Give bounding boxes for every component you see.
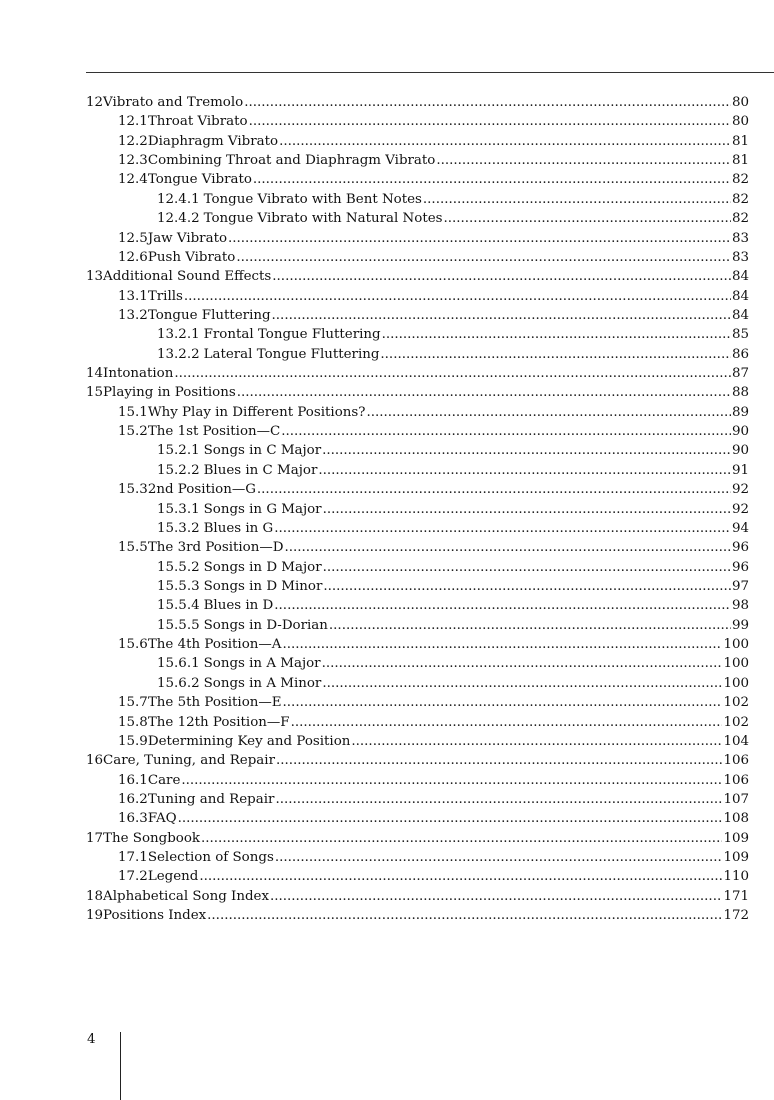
toc-entry-page: 83 [731,249,749,265]
toc-entry-title: Frontal Tongue Fluttering [203,327,381,343]
toc-entry-number: 19 [86,908,104,924]
toc-entry-number: 12.4.1 [157,191,200,207]
toc-entry[interactable] [86,190,749,209]
toc-entry-page: 106 [723,753,749,769]
toc-entry-number: 15.3.2 [157,520,200,536]
toc-entry-number: 14 [86,366,104,382]
toc-entry-title: Why Play in Different Positions? [147,404,366,420]
dot-leader [237,383,731,402]
toc-entry-title: Jaw Vibrato [147,230,228,246]
toc-entry-title: The 3rd Position—D [147,540,284,556]
toc-entry-number: 15.5.5 [157,617,200,633]
toc-entry-title: Songs in G Major [203,501,322,517]
toc-entry[interactable] [86,732,749,751]
toc-entry-page: 109 [723,850,749,866]
toc-entry-number: 12.6 [118,249,148,265]
toc-entry-title: Selection of Songs [147,850,274,866]
toc-entry[interactable] [86,383,749,402]
toc-entry-title: 2nd Position—G [147,482,256,498]
toc-entry[interactable] [86,906,749,925]
dot-leader [382,325,731,344]
toc-entry-page: 171 [723,888,749,904]
toc-entry-number: 15.5.2 [157,559,200,575]
toc-entry-number: 12.3 [118,153,148,169]
dot-leader [323,500,731,519]
toc-entry[interactable] [86,287,749,306]
toc-entry-title: Tongue Vibrato with Natural Notes [203,211,443,227]
toc-entry-page: 107 [723,791,749,807]
toc-entry-page: 96 [731,559,749,575]
toc-entry[interactable] [86,170,749,189]
toc-entry-page: 100 [723,675,749,691]
toc-entry[interactable] [86,809,749,828]
toc-entry-title: Tuning and Repair [147,791,275,807]
toc-entry[interactable] [86,480,749,499]
toc-entry-page: 82 [731,211,749,227]
toc-entry-page: 82 [731,191,749,207]
toc-entry-page: 88 [731,385,749,401]
dot-leader [366,403,731,422]
toc-entry-number: 13.1 [118,288,148,304]
toc-entry-page: 97 [731,578,749,594]
toc-entry-number: 15.8 [118,714,148,730]
toc-entry[interactable] [86,132,749,151]
toc-entry-title: Care, Tuning, and Repair [103,753,275,769]
toc-entry-title: Determining Key and Position [147,733,351,749]
toc-entry-number: 15.6.1 [157,656,200,672]
toc-entry-number: 13.2 [118,307,148,323]
toc-entry-page: 100 [723,637,749,653]
toc-entry-page: 92 [731,501,749,517]
toc-entry-page: 109 [723,830,749,846]
toc-entry-page: 108 [723,811,749,827]
toc-entry-page: 90 [731,424,749,440]
toc-entry-title: Blues in G [203,520,274,536]
toc-entry-number: 15.5 [118,540,148,556]
toc-entry-page: 91 [731,462,749,478]
dot-leader [181,771,722,790]
toc-entry-number: 12.5 [118,230,148,246]
dot-leader [322,674,722,693]
toc-entry-page: 102 [723,695,749,711]
toc-entry-title: The 1st Position—C [147,424,281,440]
toc-entry[interactable] [86,887,749,906]
toc-entry[interactable] [86,693,749,712]
toc-entry-number: 15.6.2 [157,675,200,691]
toc-entry-title: Tongue Vibrato [147,172,252,188]
toc-entry-page: 104 [723,733,749,749]
dot-leader [281,422,731,441]
dot-leader [423,190,731,209]
toc-entry[interactable] [86,229,749,248]
toc-entry-page: 83 [731,230,749,246]
toc-entry-number: 15.6 [118,637,148,653]
toc-entry[interactable] [86,209,749,228]
toc-entry-number: 15.5.3 [157,578,200,594]
dot-leader [184,287,731,306]
dot-leader [318,461,731,480]
toc-entry-title: Songs in D Major [203,559,322,575]
toc-entry-number: 12 [86,95,104,110]
toc-entry[interactable] [86,403,749,422]
toc-entry-page: 99 [731,617,749,633]
toc-entry-title: Throat Vibrato [147,114,248,130]
toc-entry-number: 16.2 [118,791,148,807]
toc-entry-title: Additional Sound Effects [103,269,272,285]
dot-leader [274,596,731,615]
toc-entry-title: The 5th Position—E [147,695,282,711]
toc-entry-title: Songs in A Major [203,656,321,672]
dot-leader [436,151,731,170]
toc-entry-number: 13.2.1 [157,327,200,343]
dot-leader [199,867,722,886]
toc-entry-page: 80 [731,95,749,110]
toc-entry-number: 12.4 [118,172,148,188]
toc-entry-number: 15.5.4 [157,598,200,614]
toc-entry-number: 15.2.1 [157,443,200,459]
dot-leader [253,170,731,189]
toc-entry[interactable] [86,248,749,267]
footer-rule [120,1032,121,1100]
toc-entry[interactable] [86,306,749,325]
dot-leader [279,132,731,151]
toc-entry[interactable] [86,616,749,635]
toc-entry-number: 15 [86,385,104,401]
toc-entry-page: 92 [731,482,749,498]
dot-leader [272,306,731,325]
dot-leader [323,558,731,577]
toc-entry-number: 15.7 [118,695,148,711]
toc-entry-page: 106 [723,772,749,788]
table-of-contents [86,93,749,925]
toc-entry-page: 102 [723,714,749,730]
dot-leader [322,441,731,460]
dot-leader [174,364,731,383]
dot-leader [323,577,731,596]
dot-leader [236,248,731,267]
toc-entry-page: 98 [731,598,749,614]
toc-entry[interactable] [86,829,749,848]
toc-entry[interactable] [86,635,749,654]
toc-entry[interactable] [86,596,749,615]
dot-leader [322,654,723,673]
toc-entry-number: 13.2.2 [157,346,200,362]
toc-entry[interactable] [86,654,749,673]
toc-entry-page: 89 [731,404,749,420]
toc-entry-page: 86 [731,346,749,362]
toc-entry-title: Blues in C Major [203,462,318,478]
toc-entry[interactable] [86,558,749,577]
toc-entry-page: 110 [723,869,749,885]
toc-entry-title: Songs in A Minor [203,675,322,691]
dot-leader [270,887,722,906]
toc-entry-page: 84 [731,269,749,285]
dot-leader [291,713,723,732]
dot-leader [274,519,731,538]
toc-entry[interactable] [86,422,749,441]
dot-leader [257,480,731,499]
toc-entry[interactable] [86,867,749,886]
toc-entry-number: 16.1 [118,772,148,788]
toc-entry-title: Combining Throat and Diaphragm Vibrato [147,153,436,169]
toc-entry-number: 17 [86,830,104,846]
toc-entry-page: 100 [723,656,749,672]
toc-entry-number: 17.2 [118,869,148,885]
toc-entry[interactable] [86,267,749,286]
toc-entry-title: Intonation [103,366,174,382]
toc-entry-title: The Songbook [103,830,201,846]
toc-entry-title: Positions Index [103,908,207,924]
toc-entry-title: Vibrato and Tremolo [103,95,244,110]
toc-entry-page: 80 [731,114,749,130]
dot-leader [351,732,722,751]
toc-entry-title: Tongue Vibrato with Bent Notes [203,191,422,207]
toc-entry[interactable] [86,441,749,460]
dot-leader [282,635,722,654]
toc-entry-page: 172 [723,908,749,924]
toc-entry-number: 12.1 [118,114,148,130]
toc-entry[interactable] [86,500,749,519]
toc-entry-title: Care [147,772,181,788]
toc-entry-title: The 12th Position—F [147,714,290,730]
toc-entry-page: 85 [731,327,749,343]
dot-leader [380,345,731,364]
toc-entry-number: 16 [86,753,104,769]
toc-entry-title: Tongue Fluttering [147,307,271,323]
toc-entry-page: 81 [731,133,749,149]
header-rule [86,72,774,73]
toc-entry-number: 12.2 [118,133,148,149]
toc-entry-title: Push Vibrato [147,249,236,265]
dot-leader [444,209,731,228]
toc-entry-page: 96 [731,540,749,556]
toc-entry[interactable] [86,790,749,809]
toc-entry-number: 15.9 [118,733,148,749]
toc-entry-title: Lateral Tongue Fluttering [203,346,380,362]
dot-leader [283,693,723,712]
toc-entry-number: 15.3 [118,482,148,498]
toc-entry-title: Songs in D-Dorian [203,617,328,633]
dot-leader [228,229,731,248]
toc-entry[interactable] [86,151,749,170]
dot-leader [275,848,723,867]
toc-entry-page: 84 [731,288,749,304]
toc-entry-title: Trills [147,288,183,304]
toc-entry-number: 17.1 [118,850,148,866]
dot-leader [276,751,722,770]
dot-leader [201,829,722,848]
toc-entry[interactable] [86,345,749,364]
toc-entry[interactable] [86,577,749,596]
toc-entry-title: Playing in Positions [103,385,236,401]
toc-entry-number: 15.2 [118,424,148,440]
dot-leader [284,538,730,557]
toc-entry-page: 82 [731,172,749,188]
toc-entry-page: 84 [731,307,749,323]
toc-entry-page: 81 [731,153,749,169]
toc-entry-number: 18 [86,888,104,904]
toc-entry-title: Songs in C Major [203,443,322,459]
toc-entry-title: Blues in D [203,598,274,614]
dot-leader [329,616,731,635]
toc-entry-number: 13 [86,269,104,285]
toc-entry-title: The 4th Position—A [147,637,282,653]
toc-entry-number: 15.1 [118,404,148,420]
toc-entry-number: 15.2.2 [157,462,200,478]
toc-entry[interactable] [86,325,749,344]
toc-entry[interactable] [86,93,749,112]
toc-entry[interactable] [86,461,749,480]
toc-entry[interactable] [86,771,749,790]
toc-entry[interactable] [86,364,749,383]
toc-entry[interactable] [86,538,749,557]
dot-leader [275,790,722,809]
toc-entry-title: Alphabetical Song Index [103,888,270,904]
toc-entry[interactable] [86,112,749,131]
toc-entry-page: 94 [731,520,749,536]
toc-entry-page: 90 [731,443,749,459]
dot-leader [272,267,731,286]
toc-entry-number: 16.3 [118,811,148,827]
toc-entry-title: Songs in D Minor [203,578,323,594]
toc-entry[interactable] [86,751,749,770]
toc-entry[interactable] [86,713,749,732]
toc-entry-page: 87 [731,366,749,382]
dot-leader [178,809,723,828]
dot-leader [207,906,722,925]
toc-entry[interactable] [86,674,749,693]
toc-entry[interactable] [86,519,749,538]
dot-leader [249,112,731,131]
toc-entry-title: Legend [147,869,199,885]
toc-entry[interactable] [86,848,749,867]
toc-entry-title: Diaphragm Vibrato [147,133,279,149]
dot-leader [244,93,731,112]
toc-entry-number: 12.4.2 [157,211,200,227]
toc-entry-title: FAQ [147,811,177,827]
toc-entry-number: 15.3.1 [157,501,200,517]
page-number: 4 [87,1032,96,1047]
